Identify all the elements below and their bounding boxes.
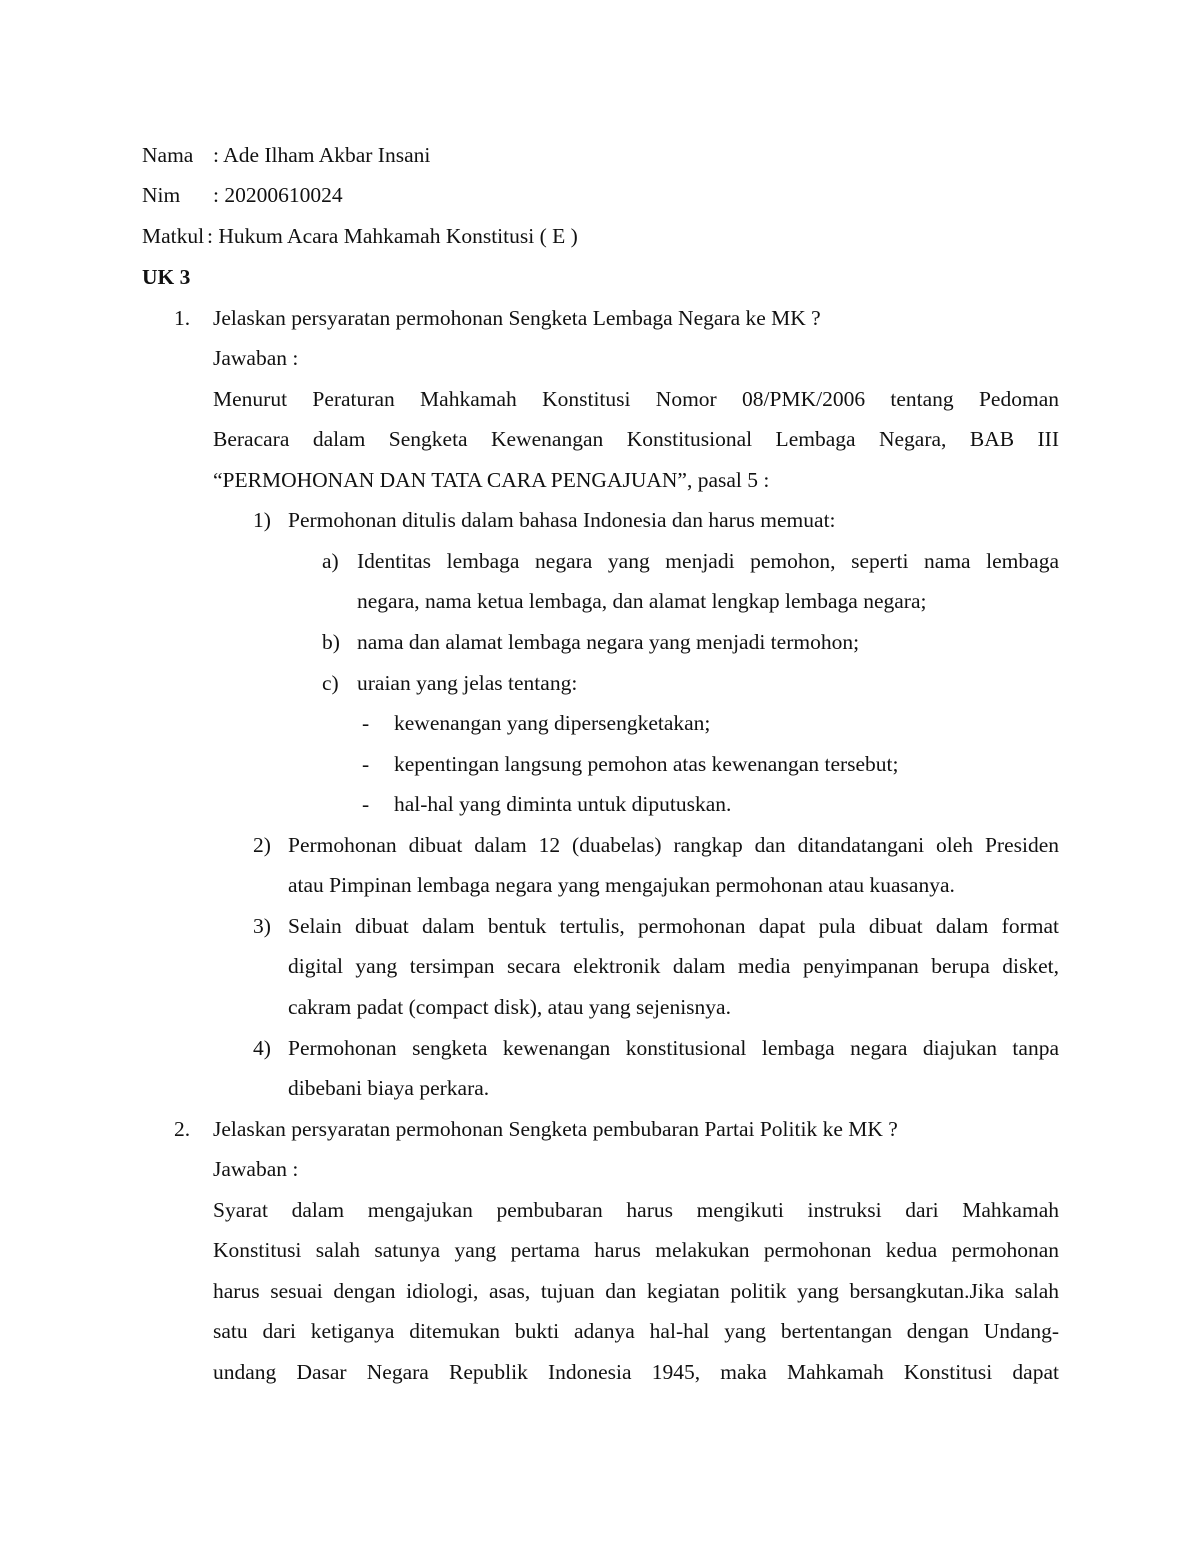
q1-subitem-line: uraian yang jelas tentang: <box>357 671 578 695</box>
q1-number: 1. <box>174 306 191 330</box>
q1-dash-text: hal-hal yang diminta untuk diputuskan. <box>394 792 732 816</box>
q2-answer-line: Syarat dalam mengajukan pembubaran harus mengikuti instruksi dari Mahkamah <box>213 1198 1059 1222</box>
q1-item-marker: 4) <box>253 1036 271 1060</box>
matkul-value: : Hukum Acara Mahkamah Konstitusi ( E ) <box>207 224 578 248</box>
q1-item-line: cakram padat (compact disk), atau yang sejenisnya. <box>288 995 731 1019</box>
q2-answer-line: undang Dasar Negara Republik Indonesia 1945, maka Mahkamah Konstitusi dapat <box>213 1360 1059 1384</box>
q2-question: Jelaskan persyaratan permohonan Sengketa pembubaran Partai Politik ke MK ? <box>213 1117 898 1141</box>
q2-answer-label: Jawaban : <box>213 1157 299 1181</box>
q1-item-marker: 1) <box>253 508 271 532</box>
nim-value: : 20200610024 <box>213 183 343 207</box>
q1-item-marker: 2) <box>253 833 271 857</box>
q1-subitem-marker: b) <box>322 630 340 654</box>
q1-subitem-marker: a) <box>322 549 339 573</box>
q1-dash-text: kepentingan langsung pemohon atas kewenangan tersebut; <box>394 752 899 776</box>
q1-subitem-line: negara, nama ketua lembaga, dan alamat lengkap lembaga negara; <box>357 589 927 613</box>
q1-item-line: atau Pimpinan lembaga negara yang mengajukan permohonan atau kuasanya. <box>288 873 955 897</box>
section-title: UK 3 <box>142 265 191 289</box>
q1-intro-line: “PERMOHONAN DAN TATA CARA PENGAJUAN”, pasal 5 : <box>213 468 770 492</box>
q1-question: Jelaskan persyaratan permohonan Sengketa Lembaga Negara ke MK ? <box>213 306 821 330</box>
nama-value: : Ade Ilham Akbar Insani <box>213 143 431 167</box>
q1-subitem-line: Identitas lembaga negara yang menjadi pemohon, seperti nama lembaga <box>357 549 1059 573</box>
q1-item-line: dibebani biaya perkara. <box>288 1076 490 1100</box>
q1-intro-line: Menurut Peraturan Mahkamah Konstitusi Nomor 08/PMK/2006 tentang Pedoman <box>213 387 1059 411</box>
matkul-label: Matkul <box>142 224 205 248</box>
q2-answer-line: harus sesuai dengan idiologi, asas, tujuan dan kegiatan politik yang bersangkutan.Jika salah <box>213 1279 1059 1303</box>
q1-subitem-line: nama dan alamat lembaga negara yang menjadi termohon; <box>357 630 860 654</box>
q2-answer-line: satu dari ketiganya ditemukan bukti adanya hal-hal yang bertentangan dengan Undang- <box>213 1319 1059 1343</box>
nim-label: Nim <box>142 183 181 207</box>
nama-label: Nama <box>142 143 194 167</box>
q1-item-line: Permohonan dibuat dalam 12 (duabelas) rangkap dan ditandatangani oleh Presiden <box>288 833 1059 857</box>
q1-dash-marker: - <box>362 711 370 735</box>
q1-item-line: digital yang tersimpan secara elektronik dalam media penyimpanan berupa disket, <box>288 954 1059 978</box>
q1-dash-marker: - <box>362 752 370 776</box>
q1-subitem-marker: c) <box>322 671 339 695</box>
q1-dash-text: kewenangan yang dipersengketakan; <box>394 711 711 735</box>
q2-number: 2. <box>174 1117 191 1141</box>
q1-item-line: Permohonan sengketa kewenangan konstitusional lembaga negara diajukan tanpa <box>288 1036 1059 1060</box>
q1-item-line: Selain dibuat dalam bentuk tertulis, permohonan dapat pula dibuat dalam format <box>288 914 1059 938</box>
q1-item-marker: 3) <box>253 914 271 938</box>
q1-dash-marker: - <box>362 792 370 816</box>
q1-answer-label: Jawaban : <box>213 346 299 370</box>
q1-intro-line: Beracara dalam Sengketa Kewenangan Konstitusional Lembaga Negara, BAB III <box>213 427 1059 451</box>
q2-answer-line: Konstitusi salah satunya yang pertama harus melakukan permohonan kedua permohonan <box>213 1238 1059 1262</box>
q1-item-line: Permohonan ditulis dalam bahasa Indonesia dan harus memuat: <box>288 508 836 532</box>
